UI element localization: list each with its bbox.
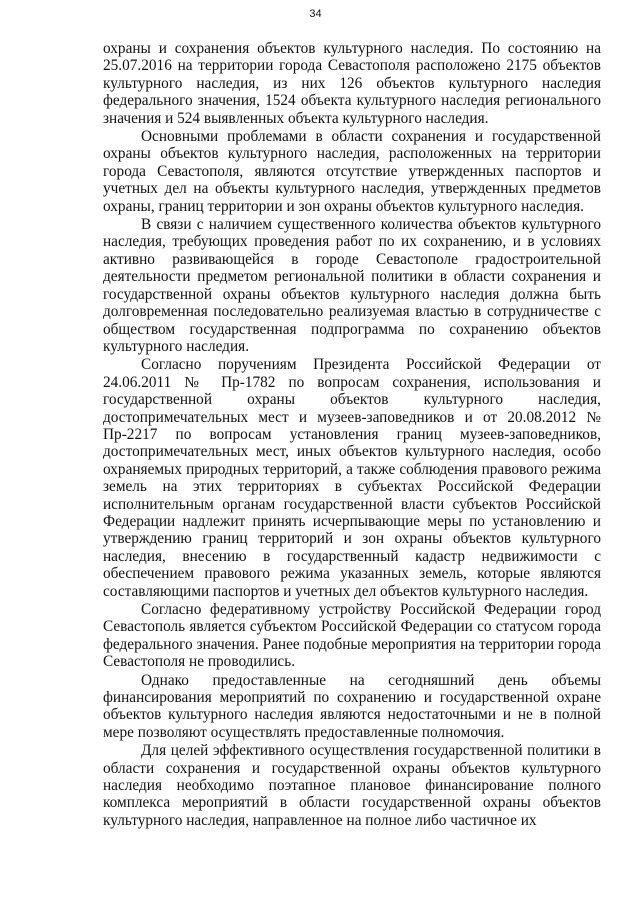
paragraph-main-problems: Основными проблемами в области сохранения и государственной охраны объектов культурного наследия, расположенных на территории города Севастополя, являются отсутствие утвержденных паспортов и учетных дел на объекты культурного наследия, утвержденных предметов охраны, границ территории и зон охраны объектов культурного наследия.	[103, 128, 601, 215]
paragraph-funding-goals: Для целей эффективного осуществления государственной политики в области сохранения и государственной охраны объектов культурного наследия необходимо поэтапное плановое финансирование полного комплекса мероприятий в области государственной охраны объектов культурного наследия, направленное на полное либо частичное их	[103, 742, 601, 829]
document-body	[103, 40, 601, 829]
paragraph-funding-insufficient: Однако предоставленные на сегодняшний день объемы финансирования мероприятий по сохранению и государственной охране объектов культурного наследия являются недостаточными и не в полной мере позволяют осуществлять предоставленные полномочия.	[103, 671, 601, 741]
paragraph-continuation: охраны и сохранения объектов культурного наследия. По состоянию на 25.07.2016 на территории города Севастополя расположено 2175 объектов культурного наследия, из них 126 объектов культурного наследия федерального значения, 1524 объекта культурного наследия регионального значения и 524 выявленных объекта культурного наследия.	[103, 40, 601, 127]
paragraph-federal-status: Согласно федеративному устройству Российской Федерации город Севастополь является субъектом Российской Федерации со статусом города федерального значения. Ранее подобные мероприятия на территории города Севастополя не проводились.	[103, 601, 601, 671]
paragraph-regional-policy: В связи с наличием существенного количества объектов культурного наследия, требующих проведения работ по их сохранению, и в условиях активно развивающейся в городе Севастополе градостроительной деятельности предметом региональной политики в области сохранения и государственной охраны объектов культурного наследия должна быть долговременная последовательно реализуемая властью в сотрудничестве с обществом государственная подпрограмма по сохранению объектов культурного наследия.	[103, 216, 601, 355]
paragraph-presidential-orders: Согласно поручениям Президента Российской Федерации от 24.06.2011 № Пр-1782 по вопросам сохранения, использования и государственной охраны объектов культурного наследия, достопримечательных мест и музеев-заповедников и от 20.08.2012 № Пр-2217 по вопросам установления границ музеев-заповедников, достопримечательных мест, иных объектов культурного наследия, особо охраняемых природных территорий, а также соблюдения правового режима земель на этих территориях в субъектах Российской Федерации исполнительным органам государственной власти субъектов Российской Федерации надлежит принять исчерпывающие меры по установлению и утверждению границ территорий и зон охраны объектов культурного наследия, внесению в государственный кадастр недвижимости с обеспечением правового режима указанных земель, которые являются составляющими паспортов и учетных дел объектов культурного наследия.	[103, 356, 601, 600]
page-number: 34	[309, 8, 322, 20]
